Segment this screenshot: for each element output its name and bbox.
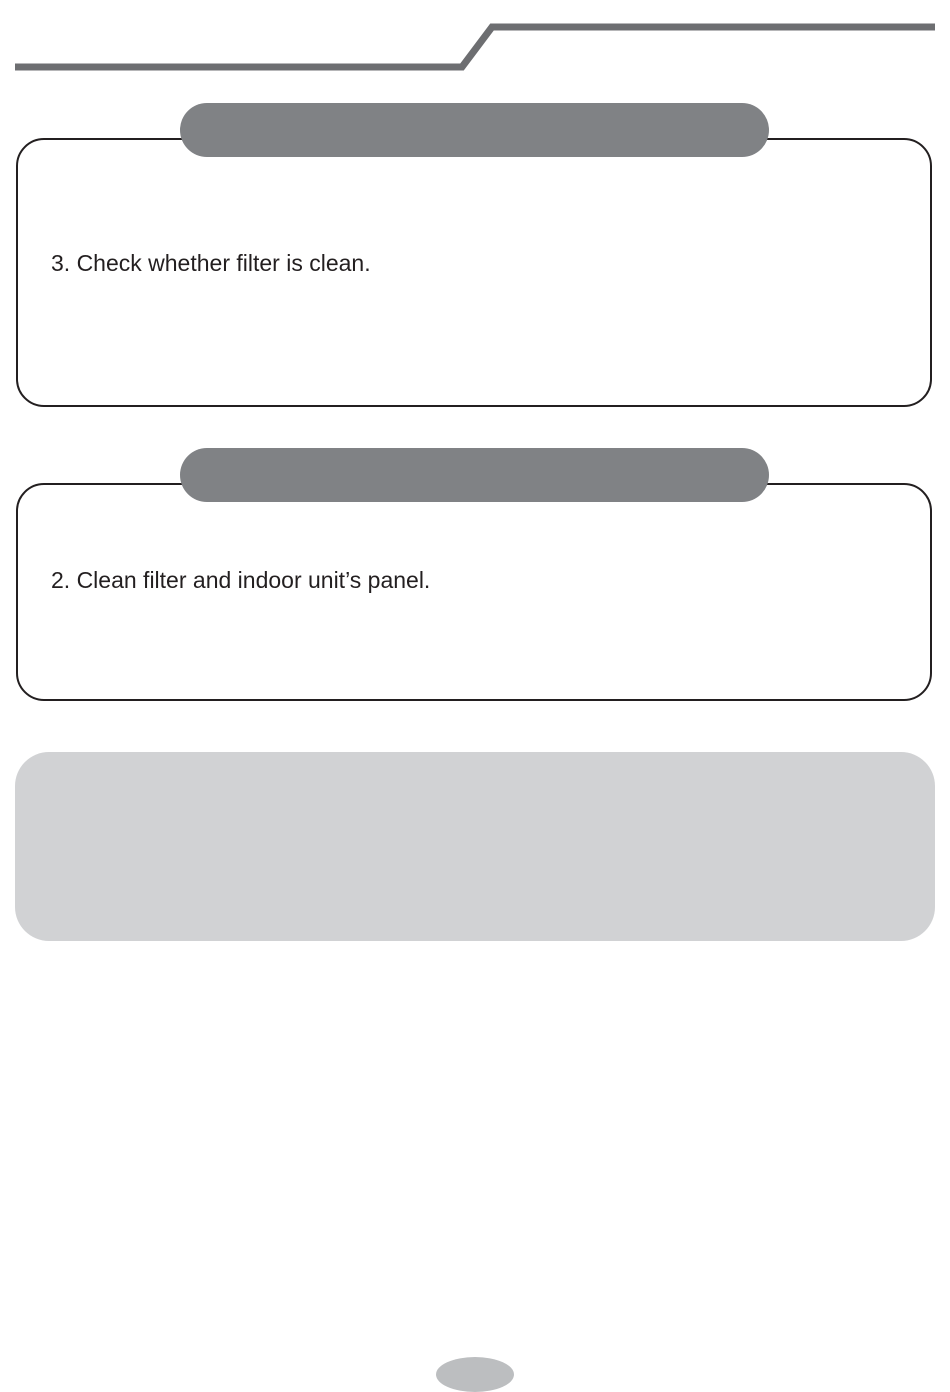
section-tab-clean xyxy=(180,448,769,502)
section-tab-check xyxy=(180,103,769,157)
check-filter-step: 3. Check whether filter is clean. xyxy=(51,250,371,276)
note-panel xyxy=(15,752,935,941)
page-number-oval xyxy=(436,1357,514,1392)
section-box-check xyxy=(16,138,932,407)
header-rule xyxy=(0,0,950,90)
section-box-clean xyxy=(16,483,932,701)
clean-filter-step: 2. Clean filter and indoor unit’s panel. xyxy=(51,567,431,593)
